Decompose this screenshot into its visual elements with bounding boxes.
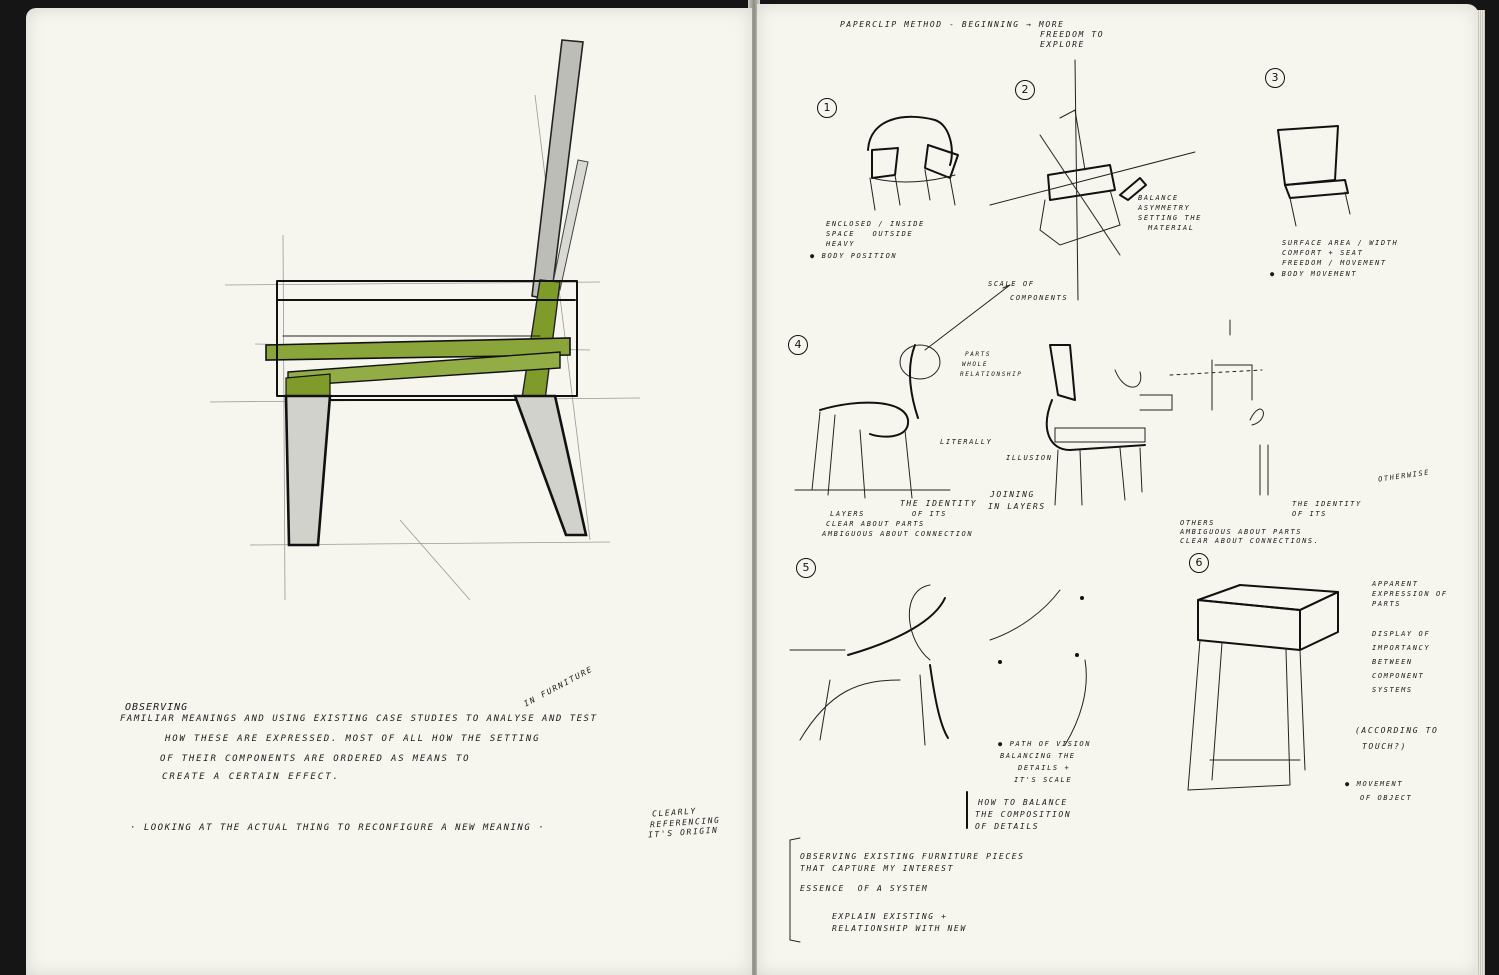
header-line-2: FREEDOM TO (1040, 30, 1105, 39)
identity-note-2: OF ITS (912, 510, 947, 518)
sketch-number-4: 4 (788, 335, 808, 355)
sketch-1-note-4: ● BODY POSITION (810, 252, 898, 260)
sketch-5-note-1: ● PATH OF VISION (998, 740, 1092, 748)
sketch-6-note-6: BETWEEN (1372, 658, 1413, 666)
otherwise-note: OTHERWISE (1377, 468, 1431, 484)
sketch-5b-note-2: THE COMPOSITION (975, 810, 1072, 819)
footer-line-4: ESSENCE OF A SYSTEM (800, 884, 929, 893)
footer-line-1: OBSERVING EXISTING FURNITURE PIECES (800, 852, 1025, 861)
sketch-6-note-8: SYSTEMS (1372, 686, 1413, 694)
scale-note-1: SCALE OF (988, 280, 1035, 288)
parts-note-3: RELATIONSHIP (960, 371, 1023, 378)
layers-note-3: AMBIGUOUS ABOUT CONNECTION (822, 530, 974, 538)
sketch-5-curved-chair (790, 585, 1086, 745)
footer-line-7: RELATIONSHIP WITH NEW (832, 924, 967, 933)
footer-line-6: EXPLAIN EXISTING + (832, 912, 948, 921)
sketch-6-note-7: COMPONENT (1372, 672, 1425, 680)
layers-note-1: LAYERS (830, 510, 865, 518)
footer-line-2: THAT CAPTURE MY INTEREST (800, 864, 954, 873)
sketch-2-note-4: MATERIAL (1148, 224, 1195, 232)
sketch-3-note-2: COMFORT + SEAT (1282, 249, 1364, 257)
sketch-number-3: 3 (1265, 68, 1285, 88)
looking-line: · LOOKING AT THE ACTUAL THING TO RECONFIGURE A NEW MEANING · (130, 823, 546, 833)
observing-line-3: OF THEIR COMPONENTS ARE ORDERED AS MEANS TO (160, 754, 471, 764)
sketch-1-note-2: SPACE OUTSIDE (826, 230, 914, 238)
observing-line-1: FAMILIAR MEANINGS AND USING EXISTING CASE STUDIES TO ANALYSE AND TEST (120, 714, 598, 724)
scale-note-2: COMPONENTS (1010, 294, 1069, 302)
sketch-2-note-2: ASYMMETRY (1138, 204, 1191, 212)
sketch-6-note-14: OF OBJECT (1360, 794, 1413, 802)
sketch-2-stool (990, 60, 1195, 300)
sketch-6-note-10: (ACCORDING TO (1355, 726, 1439, 735)
others-note-3: CLEAR ABOUT CONNECTIONS. (1180, 537, 1320, 545)
joining-note-1: JOINING (990, 490, 1035, 499)
sketch-5-note-3: DETAILS + (1018, 764, 1071, 772)
clearly-line-3: IT'S ORIGIN (647, 825, 719, 840)
sketch-number-2: 2 (1015, 80, 1035, 100)
sketch-number-5: 5 (796, 558, 816, 578)
sketch-3-note-4: ● BODY MOVEMENT (1270, 270, 1358, 278)
sketch-3-note-1: SURFACE AREA / WIDTH (1282, 239, 1399, 247)
sketch-1-armchair (868, 117, 958, 210)
identity2-note-2: OF ITS (1292, 510, 1327, 518)
in-furniture-label: IN FURNITURE (522, 664, 595, 709)
observing-label: OBSERVING (125, 702, 189, 713)
sketch-5-note-2: BALANCING THE (1000, 752, 1076, 760)
sketch-6-note-5: IMPORTANCY (1372, 644, 1431, 652)
sketch-1-note-3: HEAVY (826, 240, 856, 248)
others-note-1: OTHERS (1180, 519, 1215, 527)
sketch-number-1: 1 (817, 98, 837, 118)
sketch-6-note-11: TOUCH?) (1362, 742, 1407, 751)
others-note-2: AMBIGUOUS ABOUT PARTS (1180, 528, 1303, 536)
sketch-6-note-3: PARTS (1372, 600, 1402, 608)
sketch-6-note-4: DISPLAY OF (1372, 630, 1431, 638)
sketch-6-note-1: APPARENT (1372, 580, 1419, 588)
sketch-4-chairs (795, 285, 1268, 505)
sketch-5-note-4: IT'S SCALE (1014, 776, 1073, 784)
parts-note-1: PARTS (965, 351, 992, 358)
sketch-number-6: 6 (1189, 553, 1209, 573)
clearly-line-2: REFERENCING (649, 815, 721, 830)
joining-note-2: IN LAYERS (988, 502, 1046, 511)
sketch-6-note-13: ● MOVEMENT (1345, 780, 1404, 788)
sketch-6-note-2: EXPRESSION OF (1372, 590, 1448, 598)
sketch-1-note: ENCLOSED / INSIDE (826, 220, 925, 228)
identity2-note-1: THE IDENTITY (1292, 500, 1362, 508)
sketch-3-lounge-chair (1278, 126, 1350, 226)
sketch-5b-note-3: OF DETAILS (975, 822, 1040, 831)
header-line-3: EXPLORE (1040, 40, 1085, 49)
clearly-line-1: CLEARLY (651, 806, 698, 819)
observing-line-4: CREATE A CERTAIN EFFECT. (162, 772, 341, 782)
literally-note: LITERALLY (940, 438, 993, 446)
sketch-3-note-3: FREEDOM / MOVEMENT (1282, 259, 1387, 267)
sketch-5b-note-1: HOW TO BALANCE (978, 798, 1068, 807)
sketch-2-note-1: BALANCE (1138, 194, 1179, 202)
header-line-1: PAPERCLIP METHOD - BEGINNING → MORE (840, 20, 1065, 29)
observing-line-2: HOW THESE ARE EXPRESSED. MOST OF ALL HOW THE SETTING (165, 734, 541, 744)
identity-note-1: THE IDENTITY (900, 499, 977, 508)
layers-note-2: CLEAR ABOUT PARTS (826, 520, 925, 528)
sketch-6-cabinet (1188, 585, 1338, 790)
illusion-note: ILLUSION (1006, 454, 1053, 462)
sketch-2-note-3: SETTING THE (1138, 214, 1202, 222)
parts-note-2: WHOLE (962, 361, 989, 368)
